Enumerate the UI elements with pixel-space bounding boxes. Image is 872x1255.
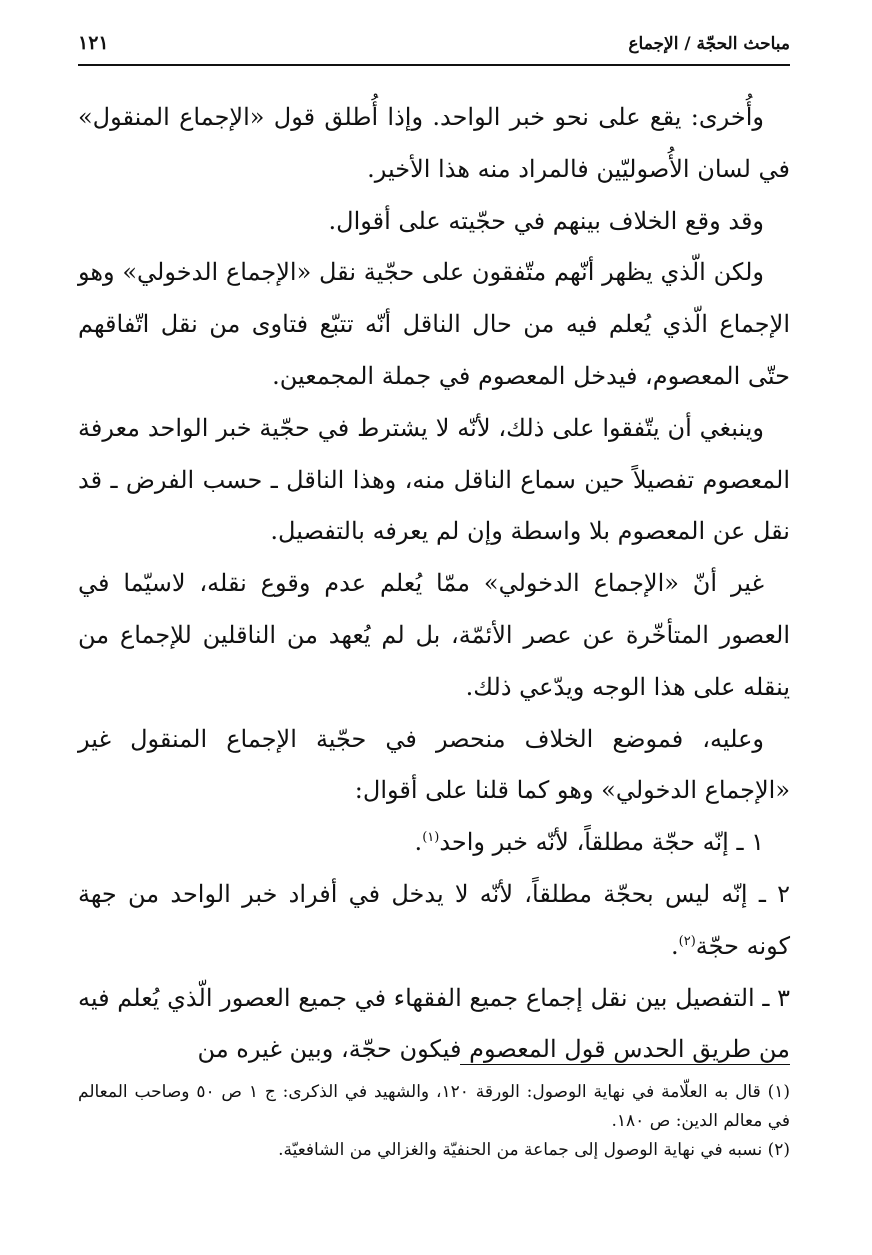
footnote-1: (١) قال به العلّامة في نهاية الوصول: الورقة ١٢٠، والشهيد في الذكرى: ج ١ ص ٥٠ وصاحب المعالم في معالم الدين: ص ١٨٠. bbox=[78, 1082, 790, 1131]
footnotes bbox=[78, 1078, 790, 1165]
list-item-2-text: ٢ ـ إنّه ليس بحجّة مطلقاً، لأنّه لا يدخل في أفراد خبر الواحد من جهة كونه حجّة bbox=[78, 879, 790, 960]
list-item-1-end: . bbox=[414, 828, 423, 857]
page-number: ١٢١ bbox=[78, 32, 109, 54]
footnote-2: (٢) نسبه في نهاية الوصول إلى جماعة من الحنفيّة والغزالي من الشافعيّة. bbox=[278, 1140, 790, 1160]
list-item-3: ٣ ـ التفصيل بين نقل إجماع جميع الفقهاء في جميع العصور الّذي يُعلم فيه من طريق الحدس قول المعصوم فيكون حجّة، وبين غيره من bbox=[78, 983, 790, 1064]
footnote-ref-1[interactable]: (١) bbox=[422, 830, 440, 846]
paragraph-1: وأُخرى: يقع على نحو خبر الواحد. وإذا أُطلق قول «الإجماع المنقول» في لسان الأُصوليّين فالمراد منه هذا الأخير. bbox=[78, 103, 790, 183]
main-text bbox=[78, 92, 790, 1076]
list-item-1-text: ١ ـ إنّه حجّة مطلقاً، لأنّه خبر واحد bbox=[439, 828, 764, 857]
page-header bbox=[78, 30, 790, 66]
footnote-separator bbox=[460, 1064, 790, 1065]
paragraph-2: وقد وقع الخلاف بينهم في حجّيته على أقوال. bbox=[328, 206, 764, 235]
list-item-2 bbox=[78, 869, 790, 973]
paragraph-3: ولكن الّذي يظهر أنّهم متّفقون على حجّية نقل «الإجماع الدخولي» وهو الإجماع الّذي يُعلم فيه من حال الناقل أنّه تتبّع فتاوى من نقل اتّفاقهم حتّى المعصوم، فيدخل المعصوم في جملة المجمعين. bbox=[78, 258, 790, 390]
list-item-2-end: . bbox=[671, 931, 679, 960]
paragraph-5: غير أنّ «الإجماع الدخولي» ممّا يُعلم عدم وقوع نقله، لاسيّما في العصور المتأخّرة عن عصر الأئمّة، بل لم يُعهد من الناقلين للإجماع من ينقله على هذا الوجه ويدّعي ذلك. bbox=[78, 569, 791, 701]
footnote-ref-2[interactable]: (٢) bbox=[678, 933, 696, 949]
paragraph-4: وينبغي أن يتّفقوا على ذلك، لأنّه لا يشترط في حجّية خبر الواحد معرفة المعصوم تفصيلاً حين سماع الناقل منه، وهذا الناقل ـ حسب الفرض ـ قد نقل عن المعصوم بلا واسطة وإن لم يعرفه بالتفصيل. bbox=[78, 413, 790, 546]
running-head: مباحث الحجّة / الإجماع bbox=[628, 34, 790, 54]
list-item-1 bbox=[78, 817, 790, 869]
paragraph-6: وعليه، فموضع الخلاف منحصر في حجّية الإجماع المنقول غير «الإجماع الدخولي» وهو كما قلنا على أقوال: bbox=[78, 724, 790, 805]
